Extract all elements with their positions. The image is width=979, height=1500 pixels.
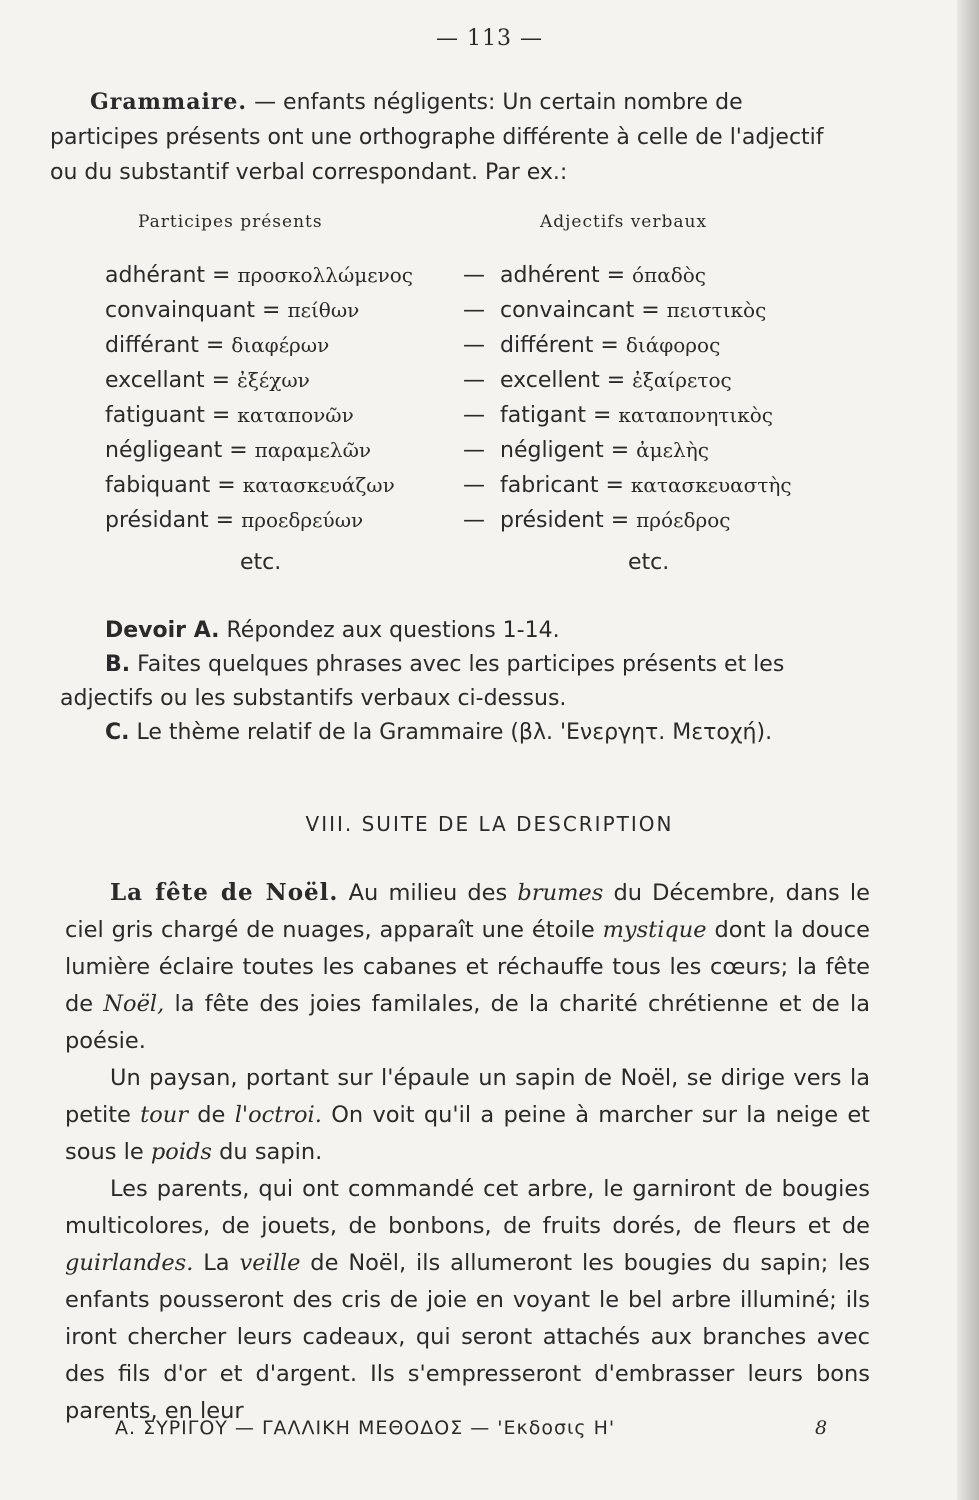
- adjective-word: président: [500, 508, 604, 533]
- chapter-title: VIII. SUITE DE LA DESCRIPTION: [305, 812, 674, 836]
- participle-word: excellant: [105, 368, 205, 393]
- vocab-word: mystique: [602, 917, 707, 943]
- devoir-section: [60, 614, 870, 750]
- page-edge: [957, 0, 979, 1500]
- row-dash: —: [463, 333, 485, 358]
- devoir-b-text: Faites quelques phrases avec les participes présents et les adjectifs ou les substantifs verbaux ci-dessus.: [60, 652, 785, 711]
- participle-word: présidant: [105, 508, 209, 533]
- row-dash: —: [463, 473, 485, 498]
- page-footer: [115, 1417, 835, 1439]
- reading-text: [65, 874, 870, 1430]
- participle-greek: προεδρεύων: [241, 508, 364, 532]
- adjective-word: convaincant: [500, 298, 635, 323]
- participle-greek: πείθων: [287, 298, 360, 322]
- grammar-text: — enfants négligents: Un certain nombre de participes présents ont une orthographe différente à celle de l'adjectif ou du substantif verbal correspondant. Par ex.:: [50, 90, 824, 185]
- table-row: fabiquant = κατασκευάζων — fabricant = κατασκευαστὴς: [105, 473, 792, 498]
- participle-word: fabiquant: [105, 473, 211, 498]
- adjective-greek: καταπονητικὸς: [618, 403, 773, 427]
- participle-word: fatiguant: [105, 403, 205, 428]
- devoir-b-label: B.: [105, 652, 131, 677]
- section-title: La fête de Noël.: [110, 879, 339, 906]
- adjective-word: différent: [500, 333, 594, 358]
- participle-word: différant: [105, 333, 199, 358]
- row-dash: —: [463, 263, 485, 288]
- devoir-c-text: Le thème relatif de la Grammaire (βλ. 'Ενεργητ. Μετοχή).: [136, 720, 773, 745]
- text-run: Un paysan, portant sur l'épaule un sapin de Noël, se dirige vers la petite: [65, 1065, 870, 1128]
- row-dash: —: [463, 298, 485, 323]
- text-run: du Décembre, dans le ciel gris chargé de nuages, apparaît une étoile: [65, 880, 871, 943]
- table-row: négligeant = παραμελῶν — négligent = ἀμελὴς: [105, 438, 709, 463]
- text-run: Au milieu des: [348, 880, 518, 906]
- adjective-word: excellent: [500, 368, 600, 393]
- participle-greek: προσκολλώμενος: [237, 263, 414, 287]
- text-run: du sapin.: [211, 1139, 323, 1165]
- participle-greek: κατασκευάζων: [242, 473, 395, 497]
- table-row: adhérant = προσκολλώμενος — adhérent = όπαδὸς: [105, 263, 706, 288]
- column-header-participes: Participes présents: [138, 212, 323, 232]
- table-row: fatiguant = καταπονῶν — fatigant = καταπονητικὸς: [105, 403, 773, 428]
- text-run: de: [188, 1102, 235, 1128]
- column-header-adjectifs: Adjectifs verbaux: [540, 212, 708, 232]
- vocab-word: brumes: [517, 880, 604, 906]
- adjective-greek: κατασκευαστὴς: [630, 473, 792, 497]
- footer-text: Α. ΣΥΡΙΓΟΥ — ΓΑΛΛΙΚΗ ΜΕΘΟΔΟΣ — 'Εκδοσις Η': [115, 1417, 616, 1439]
- participle-greek: ἐξέχων: [237, 368, 310, 392]
- devoir-c-label: C.: [105, 720, 130, 745]
- row-dash: —: [463, 368, 485, 393]
- table-row: excellant = ἐξέχων — excellent = ἐξαίρετος: [105, 368, 732, 393]
- adjective-greek: ἀμελὴς: [636, 438, 709, 462]
- adjective-word: fabricant: [500, 473, 599, 498]
- adjective-word: négligent: [500, 438, 604, 463]
- adjective-word: fatigant: [500, 403, 586, 428]
- devoir-a-text: Répondez aux questions 1-14.: [226, 618, 560, 643]
- text-run: La: [193, 1250, 240, 1276]
- vocab-word: veille: [239, 1250, 301, 1276]
- grammar-title: Grammaire.: [90, 89, 248, 115]
- etc-left: etc.: [240, 550, 282, 575]
- participle-greek: καταπονῶν: [237, 403, 354, 427]
- signature-mark: 8: [815, 1417, 829, 1439]
- participle-word: convainquant: [105, 298, 256, 323]
- table-row: convainquant = πείθων — convaincant = πειστικὸς: [105, 298, 767, 323]
- participle-greek: παραμελῶν: [254, 438, 372, 462]
- adjective-greek: διάφορος: [625, 333, 721, 357]
- text-run: de Noël, ils allumeront les bougies du sapin; les enfants pousseront des cris de joie en voyant le bel arbre illuminé; ils iront chercher leurs cadeaux, qui seront attachés aux branches avec des fils d'or et d'argent. Ils s'empresseront d'embrasser leurs bons parents, en leur: [65, 1250, 870, 1424]
- vocab-word: Noël,: [103, 991, 165, 1017]
- vocab-word: guirlandes.: [65, 1250, 194, 1276]
- adjective-greek: όπαδὸς: [632, 263, 706, 287]
- grammar-paragraph: [50, 85, 850, 190]
- row-dash: —: [463, 438, 485, 463]
- participle-word: adhérant: [105, 263, 206, 288]
- table-row: différant = διαφέρων — différent = διάφορος: [105, 333, 721, 358]
- table-row: présidant = προεδρεύων — président = πρόεδρος: [105, 508, 731, 533]
- etc-right: etc.: [628, 550, 670, 575]
- adjective-greek: ἐξαίρετος: [632, 368, 732, 392]
- devoir-a-label: Devoir A.: [105, 618, 220, 643]
- text-run: dont la douce lumière éclaire toutes les cabanes et réchauffe tous les cœurs; la fête de: [65, 917, 870, 1017]
- vocab-word: poids: [150, 1139, 212, 1165]
- text-run: Les parents, qui ont commandé cet arbre, le garniront de bougies multicolores, de jouets, de bonbons, de fruits dorés, de fleurs et de: [65, 1176, 870, 1239]
- text-run: la fête des joies familales, de la charité chrétienne et de la poésie.: [65, 991, 870, 1054]
- participle-greek: διαφέρων: [231, 333, 330, 357]
- row-dash: —: [463, 403, 485, 428]
- vocab-word: tour: [140, 1102, 188, 1128]
- adjective-greek: πρόεδρος: [636, 508, 731, 532]
- participle-word: négligeant: [105, 438, 223, 463]
- adjective-word: adhérent: [500, 263, 600, 288]
- page-number: — 113 —: [436, 26, 543, 51]
- text-run: On voit qu'il a peine à marcher sur la neige et sous le: [65, 1102, 871, 1165]
- row-dash: —: [463, 508, 485, 533]
- adjective-greek: πειστικὸς: [666, 298, 767, 322]
- vocab-word: l'octroi.: [234, 1102, 322, 1128]
